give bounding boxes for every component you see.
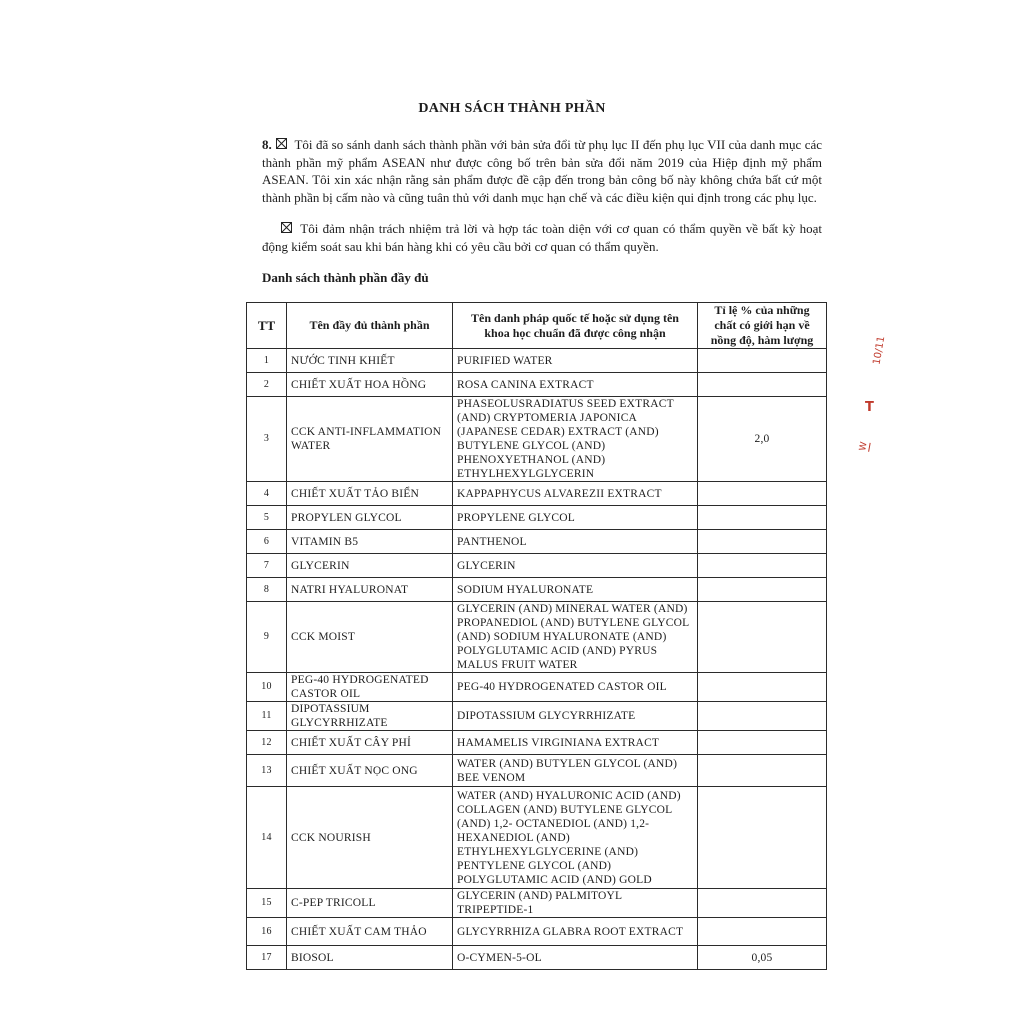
cell-inci: WATER (AND) HYALURONIC ACID (AND) COLLAGEN (AND) BUTYLENE GLYCOL (AND) 1,2- OCTANEDIOL (AND) 1,2-HEXANEDIOL (AND) ETHYLHEXYLGLYCERINE (AND) PENTYLENE GLYCOL (AND) POLYGLUTAMIC ACID (AND) GOLD bbox=[453, 787, 698, 889]
cell-full-name: BIOSOL bbox=[287, 946, 453, 970]
cell-inci: GLYCERIN (AND) MINERAL WATER (AND) PROPANEDIOL (AND) BUTYLENE GLYCOL (AND) SODIUM HYALURONATE (AND) POLYGLUTAMIC ACID (AND) PYRUS MALUS FRUIT WATER bbox=[453, 602, 698, 673]
cell-full-name: NATRI HYALURONAT bbox=[287, 578, 453, 602]
cell-full-name: CCK MOIST bbox=[287, 602, 453, 673]
cell-tt: 1 bbox=[247, 349, 287, 373]
table-row bbox=[247, 373, 827, 397]
cell-tt: 14 bbox=[247, 787, 287, 889]
cell-inci: KAPPAPHYCUS ALVAREZII EXTRACT bbox=[453, 482, 698, 506]
cell-ratio bbox=[698, 602, 827, 673]
cell-tt: 5 bbox=[247, 506, 287, 530]
cell-ratio bbox=[698, 889, 827, 918]
cell-tt: 8 bbox=[247, 578, 287, 602]
cell-inci: PANTHENOL bbox=[453, 530, 698, 554]
cell-ratio bbox=[698, 702, 827, 731]
cell-full-name: VITAMIN B5 bbox=[287, 530, 453, 554]
page-title: DANH SÁCH THÀNH PHẦN bbox=[418, 101, 606, 116]
cell-ratio bbox=[698, 482, 827, 506]
cell-full-name: CHIẾT XUẤT CÂY PHỈ bbox=[287, 731, 453, 755]
cell-inci: GLYCYRRHIZA GLABRA ROOT EXTRACT bbox=[453, 918, 698, 946]
cell-ratio: 0,05 bbox=[698, 946, 827, 970]
cell-inci: SODIUM HYALURONATE bbox=[453, 578, 698, 602]
declaration-1-text: Tôi đã so sánh danh sách thành phần với bản sửa đổi từ phụ lục II đến phụ lục VII của danh mục các thành phần mỹ phẩm ASEAN như được công bố trên bản sửa đổi năm 2019 của Hiệp định mỹ phẩm ASEAN. Tôi xin xác nhận rằng sản phẩm được đề cập đến trong bản công bố này không chứa bất cứ một thành phần bị cấm nào và cũng tuân thủ với danh mục hạn chế và các điều kiện qui định trong các phụ lục. bbox=[262, 137, 823, 205]
cell-tt: 4 bbox=[247, 482, 287, 506]
cell-tt: 6 bbox=[247, 530, 287, 554]
cell-inci: DIPOTASSIUM GLYCYRRHIZATE bbox=[453, 702, 698, 731]
table-row bbox=[247, 349, 827, 373]
cell-inci: WATER (AND) BUTYLEN GLYCOL (AND) BEE VENOM bbox=[453, 755, 698, 787]
cell-ratio bbox=[698, 530, 827, 554]
cell-inci: PROPYLENE GLYCOL bbox=[453, 506, 698, 530]
cell-full-name: PROPYLEN GLYCOL bbox=[287, 506, 453, 530]
cell-inci: PHASEOLUSRADIATUS SEED EXTRACT (AND) CRYPTOMERIA JAPONICA (JAPANESE CEDAR) EXTRACT (AND) BUTYLENE GLYCOL (AND) PHENOXYETHANOL (AND) ETHYLHEXYLGLYCERIN bbox=[453, 397, 698, 482]
table-row bbox=[247, 578, 827, 602]
cell-ratio bbox=[698, 373, 827, 397]
table-row bbox=[247, 702, 827, 731]
cell-full-name: NƯỚC TINH KHIẾT bbox=[287, 349, 453, 373]
table-row bbox=[247, 397, 827, 482]
table-row bbox=[247, 482, 827, 506]
cell-tt: 15 bbox=[247, 889, 287, 918]
declaration-2-text: Tôi đảm nhận trách nhiệm trả lời và hợp tác toàn diện với cơ quan có thẩm quyền về bất kỳ hoạt động kiểm soát sau khi bán hàng khi có yêu cầu bởi cơ quan có thẩm quyền. bbox=[262, 221, 822, 254]
cell-full-name: CHIẾT XUẤT HOA HỒNG bbox=[287, 373, 453, 397]
header-tt: TT bbox=[247, 303, 287, 349]
cell-tt: 10 bbox=[247, 673, 287, 702]
cell-inci: GLYCERIN bbox=[453, 554, 698, 578]
cell-ratio bbox=[698, 349, 827, 373]
cell-ratio: 2,0 bbox=[698, 397, 827, 482]
cell-tt: 9 bbox=[247, 602, 287, 673]
table-row bbox=[247, 673, 827, 702]
header-inci: Tên danh pháp quốc tế hoặc sử dụng tên khoa học chuẩn đã được công nhận bbox=[453, 303, 698, 349]
cell-inci: ROSA CANINA EXTRACT bbox=[453, 373, 698, 397]
cell-tt: 2 bbox=[247, 373, 287, 397]
checked-box-icon bbox=[281, 222, 292, 233]
ingredients-table bbox=[246, 302, 827, 970]
table-row bbox=[247, 554, 827, 578]
table-row bbox=[247, 946, 827, 970]
cell-full-name: C-PEP TRICOLL bbox=[287, 889, 453, 918]
cell-full-name: CHIẾT XUẤT NỌC ONG bbox=[287, 755, 453, 787]
cell-ratio bbox=[698, 755, 827, 787]
cell-tt: 17 bbox=[247, 946, 287, 970]
table-row bbox=[247, 731, 827, 755]
margin-mark-3: W bbox=[858, 441, 870, 452]
cell-tt: 16 bbox=[247, 918, 287, 946]
cell-ratio bbox=[698, 731, 827, 755]
cell-full-name: CHIẾT XUẤT TẢO BIỂN bbox=[287, 482, 453, 506]
cell-full-name: CCK ANTI-INFLAMMATION WATER bbox=[287, 397, 453, 482]
cell-inci: PEG-40 HYDROGENATED CASTOR OIL bbox=[453, 673, 698, 702]
cell-ratio bbox=[698, 506, 827, 530]
cell-full-name: CHIẾT XUẤT CAM THẢO bbox=[287, 918, 453, 946]
checked-box-icon bbox=[276, 138, 287, 149]
cell-tt: 3 bbox=[247, 397, 287, 482]
table-row bbox=[247, 918, 827, 946]
cell-tt: 12 bbox=[247, 731, 287, 755]
table-row bbox=[247, 755, 827, 787]
declaration-paragraph-1 bbox=[262, 136, 822, 206]
cell-tt: 7 bbox=[247, 554, 287, 578]
cell-inci: PURIFIED WATER bbox=[453, 349, 698, 373]
cell-tt: 11 bbox=[247, 702, 287, 731]
table-row bbox=[247, 787, 827, 889]
cell-full-name: GLYCERIN bbox=[287, 554, 453, 578]
table-row bbox=[247, 602, 827, 673]
table-row bbox=[247, 506, 827, 530]
cell-full-name: DIPOTASSIUM GLYCYRRHIZATE bbox=[287, 702, 453, 731]
margin-mark-2: T bbox=[865, 400, 874, 415]
cell-ratio bbox=[698, 787, 827, 889]
header-full-name: Tên đầy đủ thành phần bbox=[287, 303, 453, 349]
section-subtitle: Danh sách thành phần đầy đủ bbox=[262, 270, 429, 285]
cell-full-name: PEG-40 HYDROGENATED CASTOR OIL bbox=[287, 673, 453, 702]
declaration-paragraph-2 bbox=[262, 220, 822, 255]
cell-full-name: CCK NOURISH bbox=[287, 787, 453, 889]
margin-mark-1: 10/11 bbox=[871, 335, 888, 366]
table-row bbox=[247, 530, 827, 554]
declaration-number: 8. bbox=[262, 137, 272, 152]
cell-inci: HAMAMELIS VIRGINIANA EXTRACT bbox=[453, 731, 698, 755]
cell-inci: GLYCERIN (AND) PALMITOYL TRIPEPTIDE-1 bbox=[453, 889, 698, 918]
cell-inci: O-CYMEN-5-OL bbox=[453, 946, 698, 970]
cell-ratio bbox=[698, 673, 827, 702]
table-row bbox=[247, 889, 827, 918]
header-ratio: Tỉ lệ % của những chất có giới hạn về nồng độ, hàm lượng bbox=[698, 303, 827, 349]
cell-tt: 13 bbox=[247, 755, 287, 787]
cell-ratio bbox=[698, 554, 827, 578]
cell-ratio bbox=[698, 918, 827, 946]
table-header-row bbox=[247, 303, 827, 349]
table-body bbox=[247, 349, 827, 970]
cell-ratio bbox=[698, 578, 827, 602]
